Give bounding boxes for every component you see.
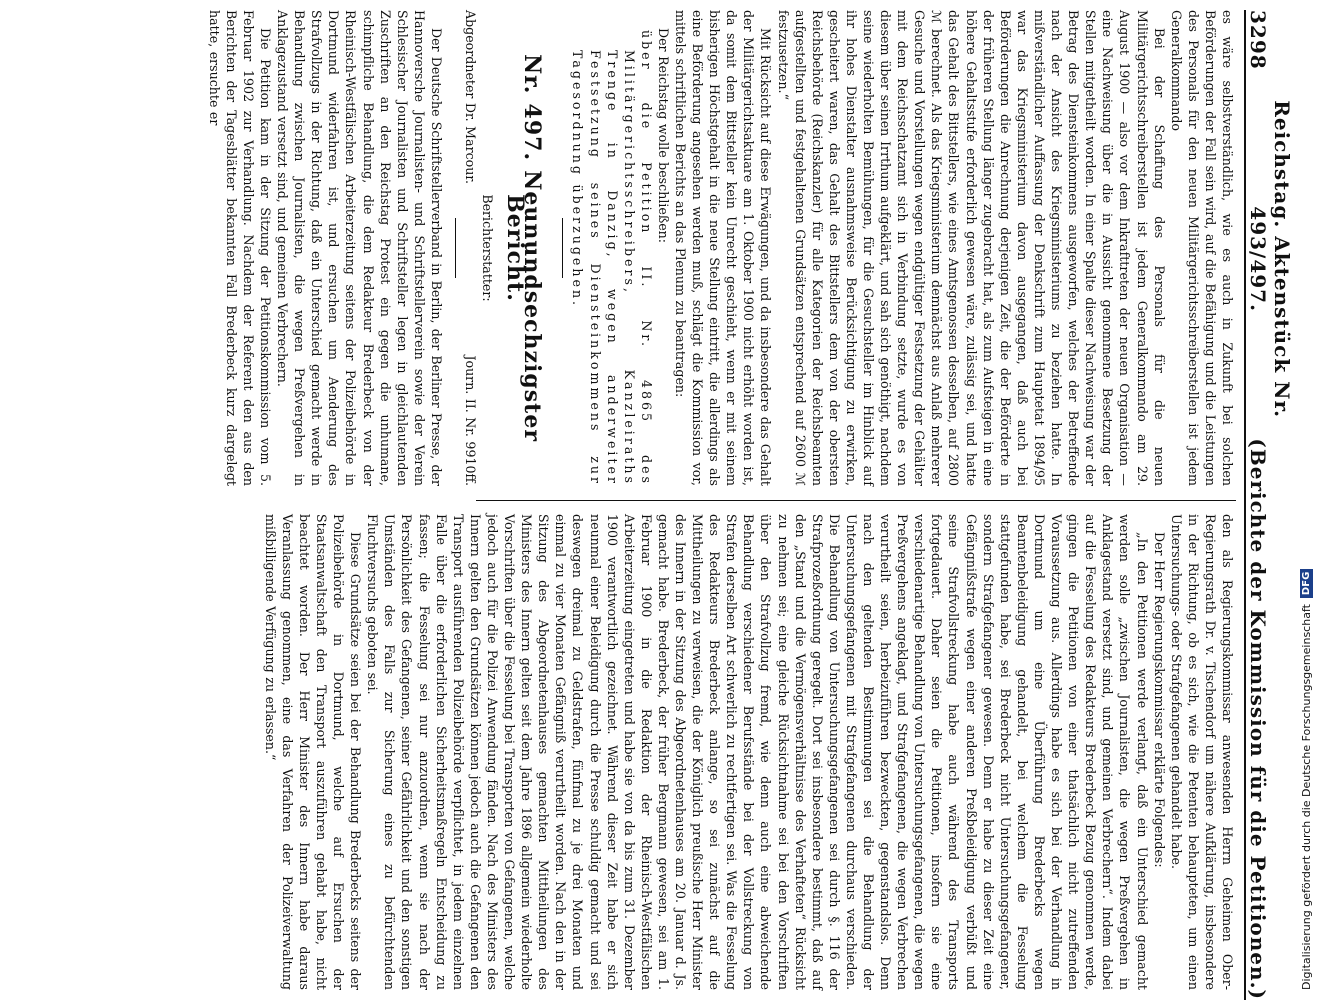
reporter-name: Abgeordneter Dr. Marcour. xyxy=(463,10,479,184)
page-number: 3298 xyxy=(1246,10,1270,70)
header-section: (Berichte der Kommission für die Petitionen.) xyxy=(1246,438,1270,1000)
journal-number: Journ. II. Nr. 9910ff. xyxy=(463,355,479,486)
credit-text: Digitalisierung gefördert durch die Deutsche Forschungsgemeinschaft xyxy=(1300,604,1313,990)
paragraph: den als Regierungskommissar anwesenden Herrn Geheimen Ober-Regierungsrath Dr. v. Tischendorf um nähere Aufklärung, insbesondere in der Richtung, ob es sich, wie die Petenten behaupteten, um einen Untersuchungs- oder Strafgefangenen gehandelt habe. xyxy=(1168,514,1235,990)
section-title: Nr. 497. Neunundsechzigster Bericht. xyxy=(502,54,546,442)
reporter-row xyxy=(462,10,479,486)
paragraph: Die Petition kam in der Sitzung der Petitionskommission vom 5. Februar 1902 zur Verhandlung. Nachdem der Referent den aus den Berichten der Tagesblätter bekannten Fall Brederbeck kurz dargelegt hatte, ersuchte er xyxy=(206,10,274,486)
dfg-logo: DFG xyxy=(1300,569,1313,598)
digitization-credit xyxy=(1300,10,1313,990)
paragraph: Mit Rücksicht auf diese Erwägungen, und da insbesondere das Gehalt der Militärgerichtsaktuare am 1. Oktober 1900 nicht erhöht worden ist, da somit dem Bittsteller kein Unrecht geschieht, wenn er mit seinem bisherigen Höchstgehalt in die neue Stellung eintritt, die allerdings als eine Beförderung angesehen werden muß, schlägt die Kommission vor, mittels schriftlichen Berichts an das Plenum zu beantragen: xyxy=(673,10,774,486)
rotated-page xyxy=(50,10,1294,1000)
header-title: Reichstag. Aktenstück Nr. 493/497. xyxy=(1246,100,1294,419)
paragraph: „In den Petitionen werde verlangt, daß ein Unterschied gemacht werden solle „zwischen Journalisten, die wegen Preßvergehen in Anklagestand versetzt sind, und gemeinen Verbrechern“. Indem dabei auf die Fesselung des Redakteurs Brederbeck Bezug genommen werde, gingen die Petitionen von einer thatsächlich nicht zutreffenden Voraussetzung aus. Allerdings habe es sich bei der Verhandlung in Dortmund um eine Überführung Brederbecks wegen Beamtenbeleidigung gehandelt, bei welchem die Fesselung stattgefunden habe, sei Brederbeck nicht Untersuchungsgefangener, sondern Strafgefangener gewesen. Denn er habe zu dieser Zeit eine Gefängnißstrafe wegen einer anderen Preßbeleidigung verbüßt und seine Strafvollstreckung habe auch während des Transports fortgedauert. Daher seien die Petitionen, insofern sie eine verschiedenartige Behandlung von Untersuchungsgefangenen, die wegen Preßvergehens angeklagt, und Strafgefangenen, die wegen Verbrechen verurtheilt seien, herbeizuführen bezweckten, gegenstandslos. Denn nach den geltenden Bestimmungen sei die Behandlung der Untersuchungsgefangenen mit Strafgefangenen durchaus verschieden. Die Behandlung von Untersuchungsgefangenen sei durch §. 116 der Strafprozeßordnung geregelt. Dort sei insbesondere bestimmt, daß auf den „Stand und die Vermögensverhältnisse des Verhafteten“ Rücksicht zu nehmen sei; eine gleiche Rücksichtnahme sei bei den Vorschriften über den Strafvollzug fremd, wie denn auch eine abweichende Behandlung verschiedener Berufsstände bei der Vollstreckung von Strafen derselben Art schwerlich zu rechtfertigen sei. Was die Fesselung des Redakteurs Brederbeck anlange, so sei zunächst auf die Mittheilungen zu verweisen, die der Königlich preußische Herr Minister des Innern in der Sitzung des Abgeordnetenhauses am 20. Januar d. Js. gemacht habe. Brederbeck, der früher Bergmann gewesen, sei am 1. Februar 1900 in die Redaktion der Rheinisch-Westfälischen Arbeiterzeitung eingetreten und habe sie von da bis zum 31. Dezember 1900 verantwortlich gezeichnet. Während dieser Zeit habe er sich neunmal einer Beleidigung durch die Presse schuldig gemacht und sei deswegen dreimal zu Geldstrafen, fünfmal zu je drei Monaten und einmal zu vier Monaten Gefängniß verurtheilt worden. Nach den in der Sitzung des Abgeordnetenhauses gemachten Mittheilungen des Ministers des Innern gelten seit dem Jahre 1896 allgemein wiederholte Vorschriften über die Fesselung bei Transporten von Gefangenen, welche jedoch auch für die Polizei Anwendung fänden. Nach des Ministers des Innern gelten den Grundsätzen können jedoch auch die Gefangenen den Transport ausführenden Polizeibehörde verpflichtet, in jedem einzelnen Falle über die erforderlichen Sicherheitsmaßregeln Entscheidung zu fassen; die Fesselung sei nur anzuordnen, wenn sie nach der Persönlichkeit des Gefangenen, seiner Gefährlichkeit und den sonstigen Umständen des Falls zur Sicherung eines zu befürchtenden Fluchtversuchs geboten sei. xyxy=(365,514,1150,990)
divider xyxy=(455,218,456,278)
paragraph: Bei der Schaffung des Personals für die neuen Militärgerichtsschreiberstellen ist jedem Generalkommando am 29. August 1900 — also vor dem Inkrafttreten der neuen Organisation — eine Nachweisung über die in Aussicht genommene Besetzung der Stellen mitgetheilt worden. In einer Spalte dieser Nachweisung war der Betrag des Diensteinkommens ausgeworfen, welches der Betreffende nach der Ansicht des Kriegsministeriums zu beziehen hatte. In mißverständlicher Auffassung der Denkschrift zum Hauptetat 1894/95 war das Kriegsministerium davon ausgegangen, daß auch bei Beförderungen die Anrechnung derjenigen Zeit, die der Beförderte in der früheren Stellung länger zugebracht hat, als zum Aufsteigen in eine höhere Gehaltsstufe erforderlich gewesen wäre, zulässig sei, und hatte das Gehalt des Bittstellers, wie eines Amtsgenossen desselben, auf 2800 ℳ berechnet. Als das Kriegsministerium demnächst aus Anlaß mehrerer Gesuche und Vorstellungen wegen endgültiger Festsetzung der Gehälter mit dem Reichsschatzamt sich in Verbindung setzte, wurde es von diesem über seinen Irrthum aufgeklärt, und sah sich genöthigt, nachdem seine wiederholten Bemühungen, für die Gesuchsteller im Hinblick auf ihr hohes Dienstalter ausnahmsweise Berücksichtigung zu erwirken, gescheitert waren, das Gehalt des Bittstellers dem von der obersten Reichsbehörde (Reichskanzler) für alle Kategorien der Reichsbeamten aufgestellten und festgehaltenen Grundsätzen entsprechend auf 2600 ℳ festzusetzen.“ xyxy=(775,10,1167,486)
reporter-label: Berichterstatter: xyxy=(480,194,496,302)
column-rule xyxy=(476,500,1236,501)
page-header xyxy=(1244,10,1294,1000)
paragraph: Diese Grundsätze seien bei der Behandlung Brederbecks seitens der Polizeibehörde in Dortmund, welche auf Ersuchen der Staatsanwaltschaft den Transport auszuführen gehabt habe, nicht beachtet worden. Der Herr Minister des Innern habe daraus Veranlassung genommen, eine das Verfahren der Polizeiverwaltung mißbilligende Verfügung zu erlassen.“ xyxy=(262,514,364,990)
paragraph: es wäre selbstverständlich, wie es auch in Zukunft bei solchen Beförderungen der Fall sein wird, auf die Befähigung und die Leistungen des Personals für den neuen Militärgerichtsschreiberstellen ist jedem Generalkommando xyxy=(1168,10,1235,486)
left-column xyxy=(206,10,1236,486)
paragraph: Der Herr Regierungskommissar erklärte Folgendes: xyxy=(1151,532,1167,868)
right-column xyxy=(262,514,1236,990)
decision-text: über die Petition II. Nr. 4865 des Militärgerichtsschreibers, Kanzleiraths Trenge in Danzig, wegen anderweiter Festsetzung seines Diensteinkommens zur Tagesordnung überzugehen. xyxy=(570,30,654,486)
paragraph: Der Deutsche Schriftstellerverband in Berlin, der Berliner Presse, der Hannoversche Journalisten- und Schriftstellerverein sowie der Verein Schlesischer Journalisten und Schriftsteller legen in gleichlautenden Zuschriften an den Reichstag Protest ein gegen die unhumane, schimpfliche Behandlung, die dem Redakteur Brederbeck von der Rheinisch-Westfälischen Arbeiterzeitung seitens der Polizeibehörde in Dortmund widerfahren ist, und ersuchen um Aenderung des Strafvollzugs in der Richtung, daß ein Unterschied gemacht werde in Behandlung zwischen Journalisten, die wegen Preßvergehen in Anklagezustand versetzt sind, und gemeinen Verbrechern. xyxy=(275,10,444,486)
divider xyxy=(562,218,563,278)
decision-intro: Der Reichstag wolle beschließen: xyxy=(655,28,671,244)
